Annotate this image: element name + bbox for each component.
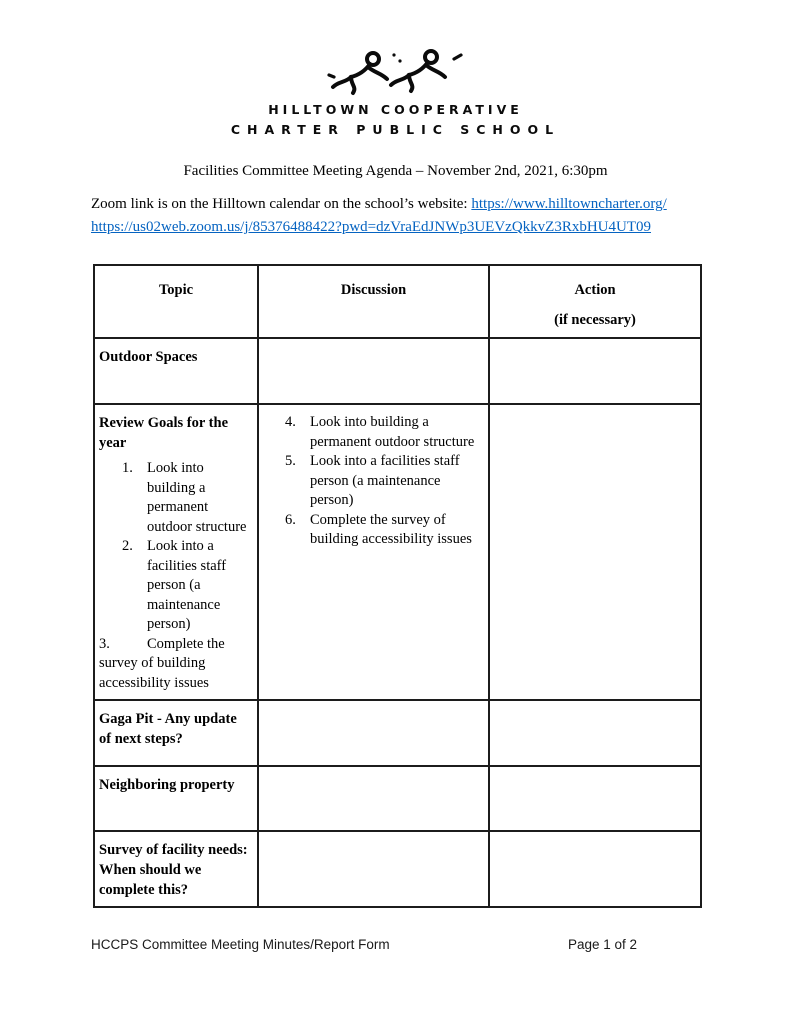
discussion-cell — [258, 404, 489, 700]
footer-page-number: Page 1 of 2 — [567, 937, 637, 952]
action-cell-empty — [489, 700, 701, 766]
list-item — [99, 635, 253, 694]
discussion-cell-empty — [258, 831, 489, 907]
list-item-line: person) — [310, 492, 354, 508]
list-item — [285, 511, 484, 550]
topic-text — [99, 411, 253, 453]
intro-paragraph — [91, 193, 707, 239]
topic-line: Gaga Pit - Any update — [99, 711, 237, 727]
list-item-number: 1. — [122, 460, 133, 476]
topic-line: Review Goals for the — [99, 415, 228, 431]
page-footer — [91, 937, 637, 952]
header-topic — [94, 265, 258, 338]
list-item-text — [310, 511, 472, 550]
topic-cell — [94, 831, 258, 907]
table-row-facility-survey — [94, 831, 701, 907]
list-item-text — [310, 413, 474, 452]
topic-text — [99, 345, 253, 367]
list-item-line: building accessibility issues — [310, 531, 472, 547]
table-row-gaga-pit — [94, 700, 701, 766]
list-item-line: Look into building a — [310, 414, 429, 430]
list-item-line: Look into — [147, 460, 204, 476]
list-item-number: 3. — [99, 635, 110, 652]
list-item-text — [147, 459, 246, 537]
topic-text — [99, 773, 253, 795]
list-item-first-line — [99, 635, 253, 655]
header-discussion-label: Discussion — [340, 282, 407, 298]
topic-line: complete this? — [99, 882, 188, 898]
footer-form-name: HCCPS Committee Meeting Minutes/Report Form — [91, 937, 390, 952]
list-item-line: survey of building — [99, 655, 206, 671]
action-cell-empty — [489, 404, 701, 700]
list-item-line: person (a maintenance — [310, 472, 441, 489]
topic-line: Survey of facility needs: — [99, 842, 248, 858]
header-action-note: (if necessary) — [554, 312, 636, 328]
agenda-table — [93, 264, 702, 908]
discussion-cell-empty — [258, 700, 489, 766]
list-item-line: permanent outdoor structure — [310, 433, 475, 450]
zoom-meeting-link[interactable]: https://us02web.zoom.us/j/85376488422?pwd=dzVraEdJNWp3UEVzQkkvZ3RxbHU4UT09 — [91, 219, 651, 235]
action-cell-empty — [489, 831, 701, 907]
topic-line: Neighboring property — [99, 777, 235, 793]
topic-cell — [94, 700, 258, 766]
school-logo — [0, 48, 791, 137]
page-title: Facilities Committee Meeting Agenda – November 2nd, 2021, 6:30pm — [183, 163, 608, 179]
list-item — [122, 537, 253, 635]
list-item-line: person) — [147, 616, 191, 632]
list-item-number: 2. — [122, 538, 133, 554]
table-row-review-goals — [94, 404, 701, 700]
list-item — [122, 459, 253, 537]
topic-text — [99, 707, 253, 749]
topic-line: When should we — [99, 862, 202, 878]
topic-numbered-list — [99, 459, 253, 693]
list-item-line: Look into a — [147, 538, 214, 554]
action-cell-empty — [489, 338, 701, 404]
list-item-number: 5. — [285, 453, 296, 469]
list-item-line: accessibility issues — [99, 674, 209, 691]
list-item-text — [310, 452, 460, 511]
intro-lead-text: Zoom link is on the Hilltown calendar on the school’s website: — [91, 196, 472, 212]
list-item-number: 4. — [285, 414, 296, 430]
two-running-children-icon — [326, 48, 466, 100]
list-item — [285, 413, 484, 452]
list-item-line: outdoor structure — [147, 518, 247, 535]
topic-cell — [94, 338, 258, 404]
topic-cell — [94, 766, 258, 831]
list-item-line: facilities staff — [147, 557, 227, 574]
header-action-label: Action — [574, 282, 616, 298]
header-discussion — [258, 265, 489, 338]
list-item-line: permanent — [147, 499, 209, 515]
discussion-cell-empty — [258, 338, 489, 404]
list-item-line: person (a — [147, 577, 201, 593]
list-item-number: 6. — [285, 511, 296, 528]
website-link[interactable]: https://www.hilltowncharter.org/ — [471, 196, 667, 212]
school-name-line1: HILLTOWN COOPERATIVE — [268, 102, 523, 117]
list-item-line: maintenance — [147, 596, 221, 613]
list-item-line: Complete the survey of — [310, 511, 446, 528]
topic-line: year — [99, 435, 127, 451]
topic-text — [99, 838, 253, 900]
action-cell-empty — [489, 766, 701, 831]
school-name-line2: CHARTER PUBLIC SCHOOL — [230, 122, 561, 137]
list-item-line: Complete the — [147, 635, 225, 652]
topic-line: Outdoor Spaces — [99, 349, 198, 365]
header-action — [489, 265, 701, 338]
header-row — [94, 265, 701, 338]
list-item — [285, 452, 484, 511]
topic-line: of next steps? — [99, 731, 183, 747]
discussion-cell-empty — [258, 766, 489, 831]
table-row-outdoor-spaces — [94, 338, 701, 404]
discussion-numbered-list — [263, 413, 484, 550]
header-topic-label: Topic — [158, 282, 194, 298]
topic-cell — [94, 404, 258, 700]
table-row-neighboring-property — [94, 766, 701, 831]
list-item-text — [147, 537, 226, 635]
list-item-line: Look into a facilities staff — [310, 453, 460, 469]
list-item-line: building a — [147, 479, 206, 496]
